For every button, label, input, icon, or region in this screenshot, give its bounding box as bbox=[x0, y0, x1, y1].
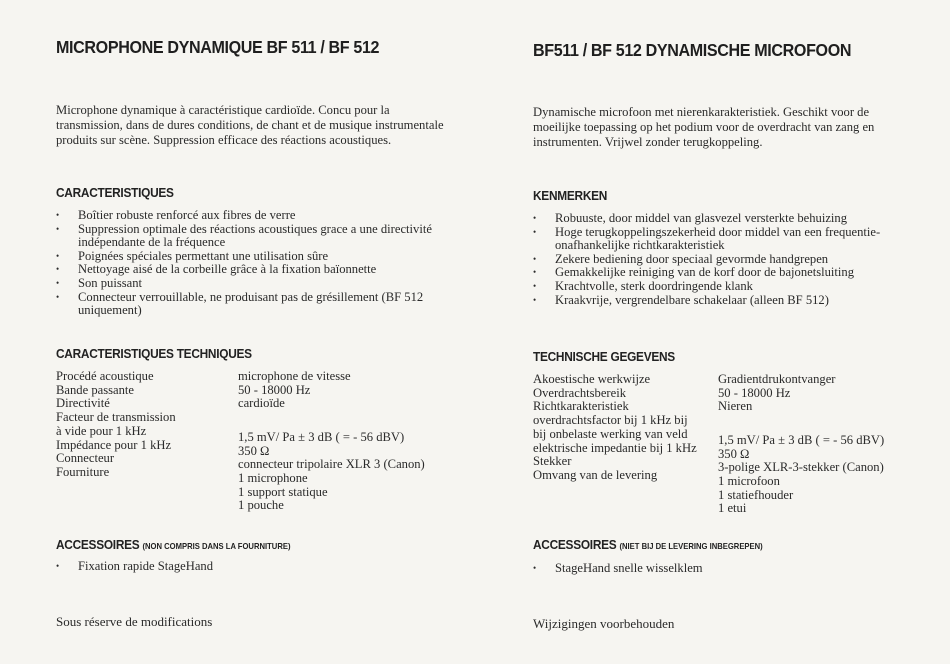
spec-value: 1 microphone bbox=[238, 470, 308, 485]
spec-label: Directivité bbox=[56, 396, 110, 411]
spec-value: 1,5 mV/ Pa ± 3 dB ( = - 56 dBV) bbox=[718, 432, 885, 447]
spec-labels-fr bbox=[56, 370, 176, 480]
spec-label: overdrachtsfactor bij 1 kHz bij bbox=[533, 413, 688, 428]
spec-label: Bande passante bbox=[56, 382, 134, 397]
spec-value: cardioïde bbox=[238, 396, 285, 411]
list-item: • Robuuste, door middel van glasvezel versterkte behuizing bbox=[533, 212, 905, 226]
spec-label: elektrische impedantie bij 1 kHz bbox=[533, 440, 697, 455]
intro-nl: Dynamische microfoon met nierenkarakteristiek. Geschikt voor de moeilijke toepassing op het podium voor de overdracht van zang en instrumenten. Vrijwel zonder terugkoppeling. bbox=[533, 105, 875, 149]
features-list-nl bbox=[533, 212, 905, 307]
spec-value: 50 - 18000 Hz bbox=[718, 385, 791, 400]
list-item: • Hoge terugkoppelingszekerheid door middel van een frequentie-onafhankelijke richtkarakteristiek bbox=[533, 226, 905, 253]
spec-value: 350 Ω bbox=[718, 446, 750, 461]
list-item: • Kraakvrije, vergrendelbare schakelaar (alleen BF 512) bbox=[533, 294, 905, 308]
list-item: • Nettoyage aisé de la corbeille grâce à la fixation baïonnette bbox=[56, 263, 456, 277]
spec-value: 1 support statique bbox=[238, 484, 328, 499]
spec-label: à vide pour 1 kHz bbox=[56, 423, 147, 438]
spec-value: 1 statiefhouder bbox=[718, 487, 794, 502]
spec-label: Richtkarakteristiek bbox=[533, 399, 629, 414]
spec-label: Procédé acoustique bbox=[56, 369, 154, 383]
spec-values-nl bbox=[718, 373, 884, 516]
spec-value: Gradientdrukontvanger bbox=[718, 372, 836, 386]
spec-label: Fourniture bbox=[56, 464, 110, 479]
accessories-title: ACCESSOIRES bbox=[533, 537, 617, 552]
spec-values-fr bbox=[238, 370, 425, 513]
spec-value: 50 - 18000 Hz bbox=[238, 382, 311, 397]
spec-label: bij onbelaste werking van veld bbox=[533, 426, 688, 441]
page-title-nl: BF511 / BF 512 DYNAMISCHE MICROFOON bbox=[533, 40, 852, 60]
accessories-list-fr bbox=[56, 560, 456, 574]
spec-value: 1,5 mV/ Pa ± 3 dB ( = - 56 dBV) bbox=[238, 429, 405, 444]
specs-heading-fr: CARACTERISTIQUES TECHNIQUES bbox=[56, 346, 252, 361]
list-item: • StageHand snelle wisselklem bbox=[533, 562, 905, 576]
page-title-fr: MICROPHONE DYNAMIQUE BF 511 / BF 512 bbox=[56, 37, 380, 57]
list-item: • Poignées spéciales permettant une utilisation sûre bbox=[56, 250, 456, 264]
list-item: • Connecteur verrouillable, ne produisant pas de grésillement (BF 512 uniquement) bbox=[56, 291, 456, 318]
features-list-fr bbox=[56, 209, 456, 318]
spec-value: microphone de vitesse bbox=[238, 369, 351, 383]
spec-value: 1 microfoon bbox=[718, 473, 780, 488]
spec-label: Stekker bbox=[533, 454, 572, 469]
footer-fr: Sous réserve de modifications bbox=[56, 614, 213, 629]
accessories-title: ACCESSOIRES bbox=[56, 537, 140, 552]
spec-value: 1 etui bbox=[718, 501, 747, 516]
spec-value: 1 pouche bbox=[238, 498, 284, 513]
accessories-heading-nl bbox=[533, 537, 763, 552]
accessories-list-nl bbox=[533, 562, 905, 576]
list-item: • Gemakkelijke reiniging van de korf door de bajonetsluiting bbox=[533, 266, 905, 280]
spec-label: Impédance pour 1 kHz bbox=[56, 437, 172, 452]
accessories-note: (NIET BIJ DE LEVERING INBEGREPEN) bbox=[619, 541, 763, 551]
list-item: • Fixation rapide StageHand bbox=[56, 560, 456, 574]
spec-label: Akoestische werkwijze bbox=[533, 372, 651, 386]
features-heading-fr: CARACTERISTIQUES bbox=[56, 185, 174, 200]
features-heading-nl: KENMERKEN bbox=[533, 188, 608, 203]
spec-labels-nl bbox=[533, 373, 697, 483]
list-item: • Boîtier robuste renforcé aux fibres de verre bbox=[56, 209, 456, 223]
spec-label: Connecteur bbox=[56, 451, 115, 466]
intro-fr: Microphone dynamique à caractéristique cardioïde. Concu pour la transmission, dans de dures conditions, de chant et de musique instrumentale produits sur scène. Suppression efficace des réactions acoustiques. bbox=[56, 103, 444, 147]
accessories-heading-fr bbox=[56, 537, 291, 552]
list-item: • Son puissant bbox=[56, 277, 456, 291]
spec-label: Omvang van de levering bbox=[533, 467, 658, 482]
spec-label: Overdrachtsbereik bbox=[533, 385, 627, 400]
list-item: • Krachtvolle, sterk doordringende klank bbox=[533, 280, 905, 294]
spec-value bbox=[718, 414, 884, 428]
footer-nl: Wijzigingen voorbehouden bbox=[533, 616, 675, 631]
list-item: • Suppression optimale des réactions acoustiques grace a une directivité indépendante de la fréquence bbox=[56, 223, 456, 250]
spec-value: Nieren bbox=[718, 399, 753, 414]
spec-value: connecteur tripolaire XLR 3 (Canon) bbox=[238, 457, 425, 472]
spec-label: Facteur de transmission bbox=[56, 410, 176, 425]
spec-value: 350 Ω bbox=[238, 443, 270, 458]
list-item: • Zekere bediening door speciaal gevormde handgrepen bbox=[533, 253, 905, 267]
accessories-note: (NON COMPRIS DANS LA FOURNITURE) bbox=[142, 541, 291, 551]
specs-heading-nl: TECHNISCHE GEGEVENS bbox=[533, 349, 675, 364]
spec-value: 3-polige XLR-3-stekker (Canon) bbox=[718, 460, 884, 475]
spec-value bbox=[238, 411, 425, 425]
